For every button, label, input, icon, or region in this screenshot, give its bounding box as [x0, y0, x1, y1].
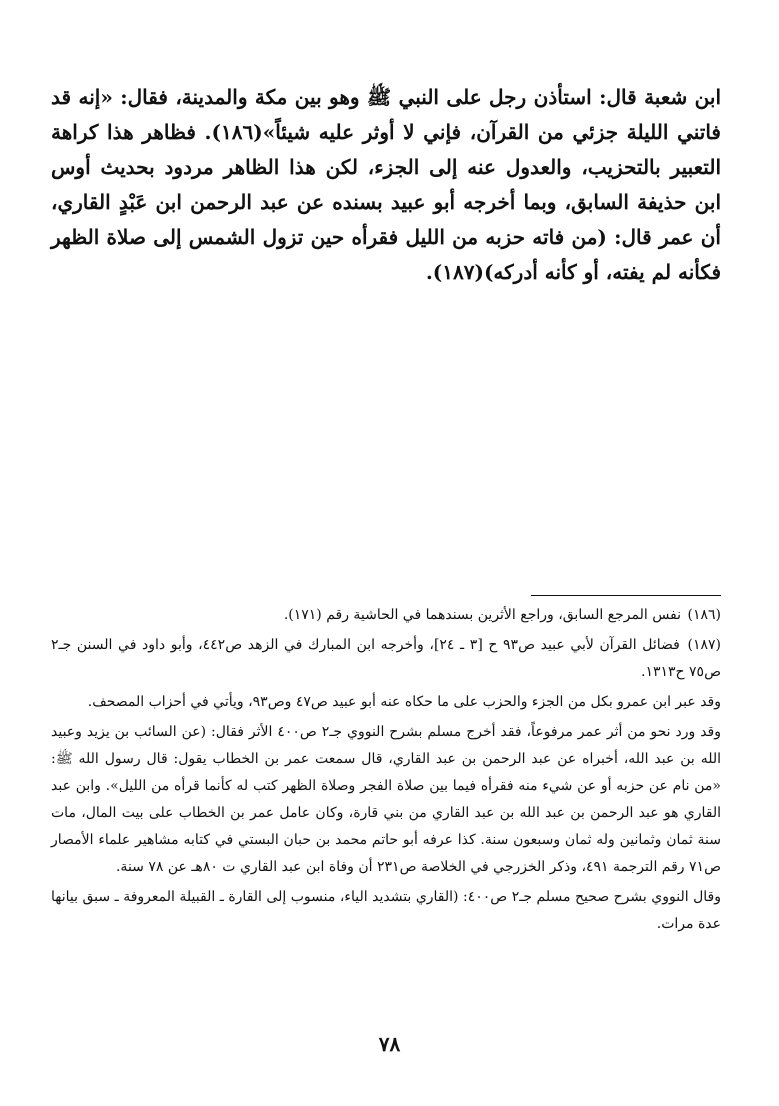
page-number: ٧٨	[378, 1032, 401, 1056]
footnote-187-paragraph-2: وقد عبر ابن عمرو بكل من الجزء والحزب على ما حكاه عنه أبو عبيد ص٤٧ وص٩٣، ويأتي في أحزاب المصحف.	[87, 694, 721, 710]
footnote-187-number: (١٨٧)	[687, 637, 721, 653]
main-paragraph: ابن شعبة قال: استأذن رجل على النبي ﷺ وهو بين مكة والمدينة، فقال: «إنه قد فاتني الليلة جزئي من القرآن، فإني لا أوثر عليه شيئاً»(١٨٦). فظاهر هذا كراهة التعبير بالتحزيب، والعدول عنه إلى الجزء، لكن هذا الظاهر مردود بحديث أوس ابن حذيفة السابق، وبما أخرجه أبو عبيد بسنده عن عبد الرحمن ابن عَبْدٍ القاري، أن عمر قال: (من فاته حزبه من الليل فقرأه حين تزول الشمس إلى صلاة الظهر فكأنه لم يفته، أو كأنه أدركه)(١٨٧).	[51, 85, 721, 284]
footnote-187	[51, 632, 721, 686]
footnote-187-paragraph-4: وقال النووي بشرح صحيح مسلم جـ٢ ص٤٠٠: (القاري بتشديد الياء، منسوب إلى القارة ـ القبيلة المعروفة ـ سبق بيانها عدة مرات.	[51, 889, 721, 932]
footnote-186-number: (١٨٦)	[687, 607, 721, 623]
footnote-186-text: نفس المرجع السابق، وراجع الأثرين بسندهما في الحاشية رقم (١٧١).	[283, 607, 682, 623]
footnote-187-paragraph-3: وقد ورد نحو من أثر عمر مرفوعاً، فقد أخرج مسلم بشرح النووي جـ٢ ص٤٠٠ الأثر فقال: (عن السائب بن يزيد وعبيد الله بن عبد الله، أخبراه عن عبد الرحمن بن عبد القاري، قال سمعت عمر بن الخطاب يقول: قال رسول الله ﷺ: «من نام عن حزبه أو عن شيء منه فقرأه فيما بين صلاة الفجر وصلاة الظهر كتب له كأنما قرأه من الليل». وابن عبد القاري هو عبد الرحمن بن عبد الله بن عبد القاري من بني قارة، وكان عامل عمر بن الخطاب على بيت المال، مات سنة ثمان وثمانين وله ثمان وسبعون سنة. كذا عرفه أبو حاتم محمد بن حبان البستي في كتابه مشاهير علماء الأمصار ص٧١ رقم الترجمة ٤٩١، وذكر الخزرجي في الخلاصة ص٢٣١ أن وفاة ابن عبد القاري ت ٨٠هـ عن ٧٨ سنة.	[51, 724, 721, 875]
footnotes-block	[51, 602, 721, 941]
main-text-block	[51, 80, 721, 290]
footnote-separator	[531, 595, 721, 596]
footnote-186	[51, 602, 721, 629]
footnote-187-text: فضائل القرآن لأبي عبيد ص٩٣ ح [٣ ـ ٢٤]، وأخرجه ابن المبارك في الزهد ص٤٤٢، وأبو داود في السنن جـ٢ ص٧٥ ح١٣١٣.	[51, 637, 721, 680]
